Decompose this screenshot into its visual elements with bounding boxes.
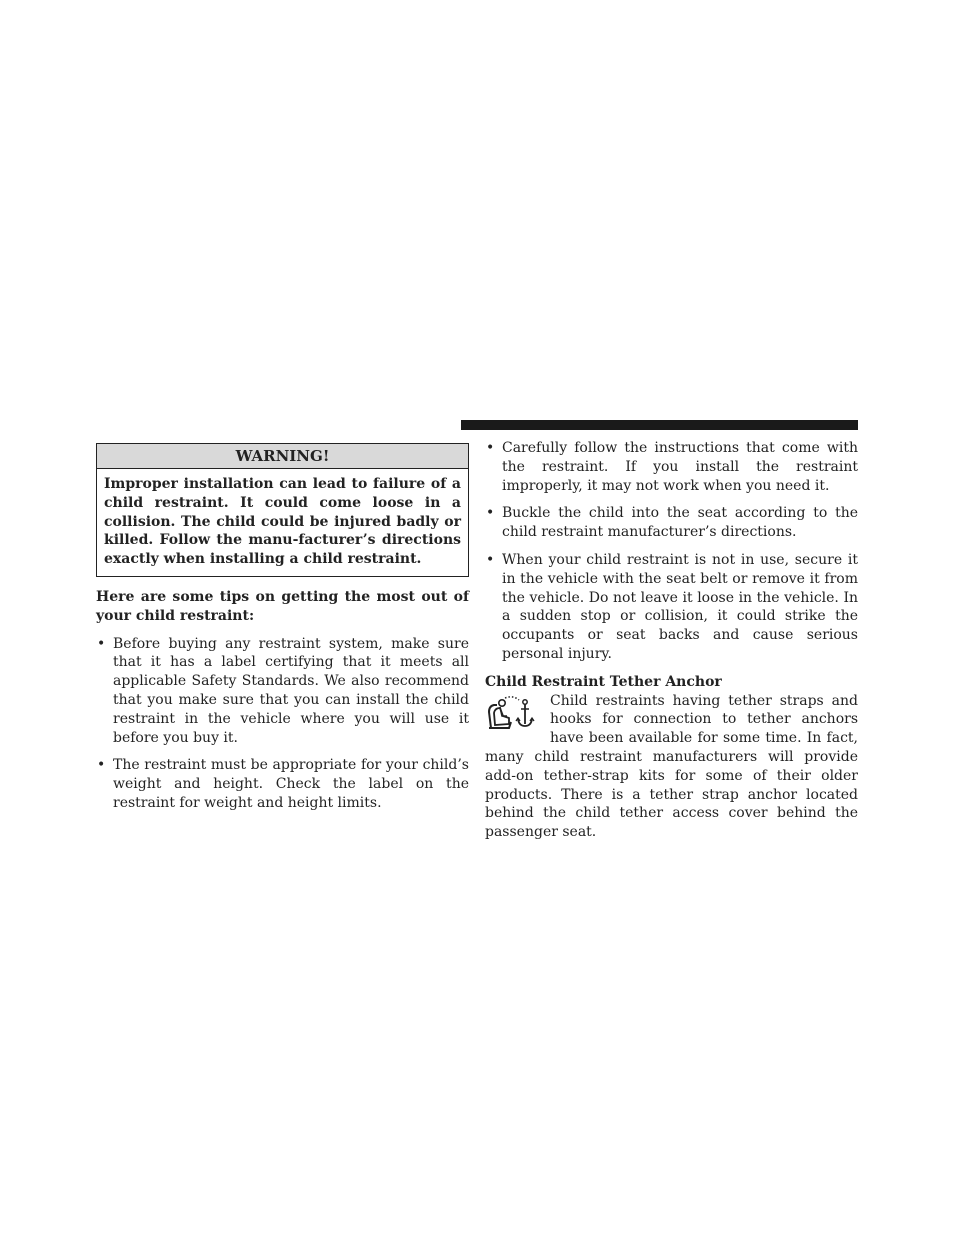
- list-item: • Before buying any restraint system, make sure that it has a label certifying that it meets all applicable Safety Standards. We also recommend that you make sure that you can install the child restraint in the vehicle where you will use it before you buy it.: [97, 635, 469, 746]
- bullet-icon: •: [97, 635, 106, 652]
- right-bullet-list: [485, 439, 858, 664]
- bullet-icon: •: [486, 440, 495, 456]
- list-item: • Buckle the child into the seat according to the child restraint manufacturer’s directions.: [486, 505, 858, 541]
- warning-box: [96, 443, 469, 577]
- child-seat-tether-anchor-icon: [485, 694, 541, 732]
- list-item: • The restraint must be appropriate for your child’s weight and height. Check the label on the restraint for weight and height limits.: [97, 757, 469, 811]
- bullet-icon: •: [486, 551, 495, 568]
- tether-heading: Child Restraint Tether Anchor: [485, 673, 722, 690]
- tether-paragraph: [485, 692, 858, 842]
- warning-title: WARNING!: [97, 444, 468, 469]
- warning-text: Improper installation can lead to failure of a child restraint. It could come loose in a collision. The child could be injured badly or killed. Follow the manu-facturer’s directions exactly when installing a child restraint.: [104, 476, 461, 568]
- left-column: [96, 443, 469, 822]
- tips-intro: Here are some tips on getting the most out of your child restraint:: [96, 588, 469, 624]
- left-bullet-list: [96, 635, 469, 813]
- section-header-bar: [461, 420, 858, 430]
- bullet-icon: •: [97, 757, 106, 774]
- list-item: • Carefully follow the instructions that come with the restraint. If you install the restraint improperly, it may not work when you need it.: [486, 440, 858, 494]
- tether-text: Child restraints having tether straps and hooks for connection to tether anchors have been available for some time. In fact, many child restraint manufacturers will provide add-on tether-strap kits for some of their older products. There is a tether strap anchor located behind the child tether access cover behind the passenger seat.: [485, 692, 858, 841]
- bullet-icon: •: [486, 505, 495, 522]
- right-column: [485, 439, 858, 842]
- list-item: • When your child restraint is not in use, secure it in the vehicle with the seat belt or remove it from the vehicle. Do not leave it loose in the vehicle. In a sudden stop or collision, it could strike the occupants or seat backs and cause serious personal injury.: [486, 551, 858, 662]
